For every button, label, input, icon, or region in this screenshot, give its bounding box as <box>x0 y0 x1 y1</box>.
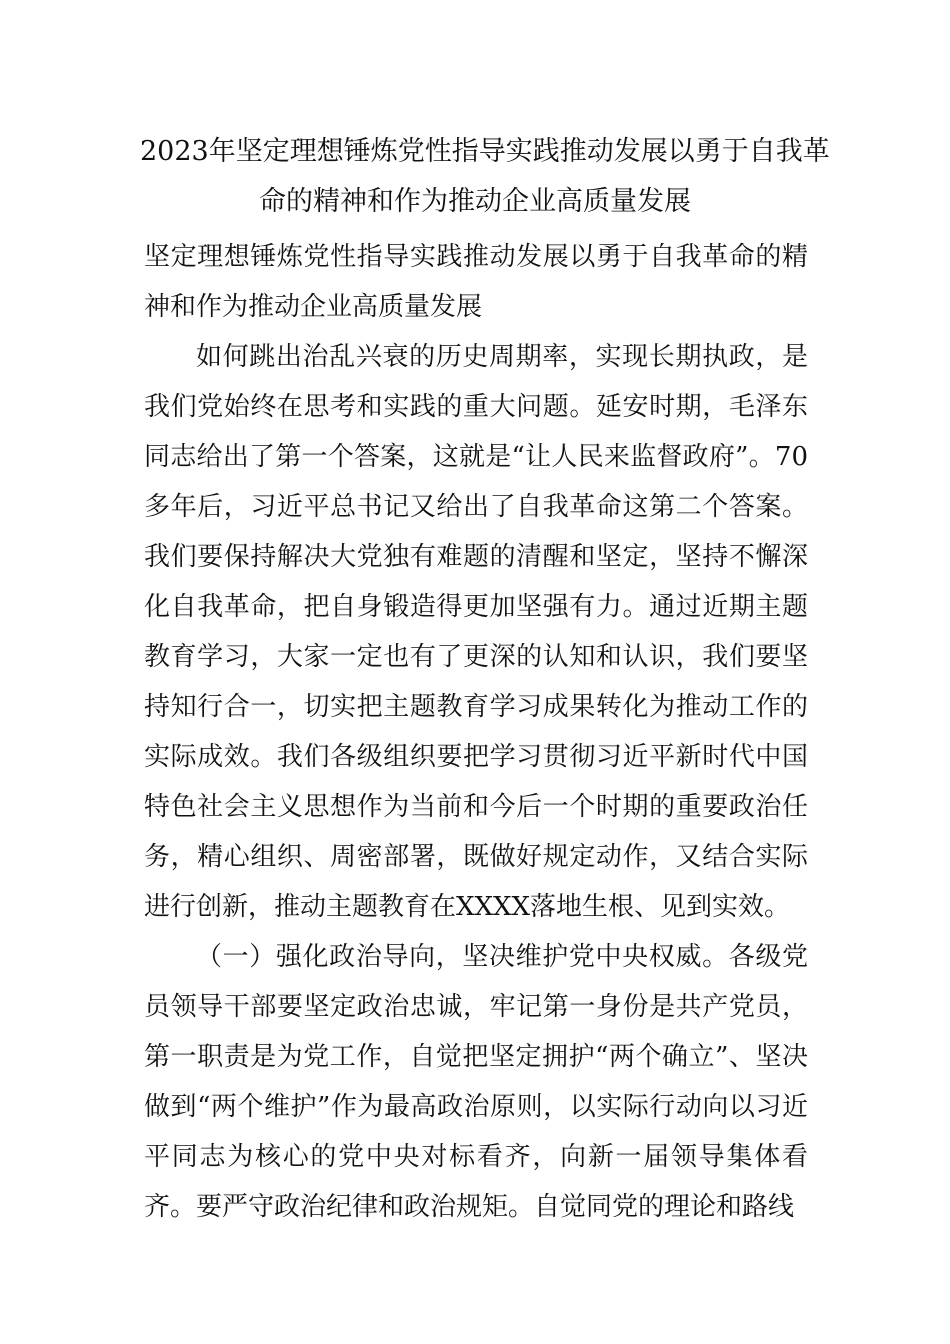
paragraph-1: 如何跳出治乱兴衰的历史周期率，实现长期执政，是我们党始终在思考和实践的重大问题。延安时期，毛泽东同志给出了第一个答案，这就是“让人民来监督政府”。70多年后，习近平总书记又给出了自我革命这第二个答案。我们要保持解决大党独有难题的清醒和坚定，坚持不懈深化自我革命，把自身锻造得更加坚强有力。通过近期主题教育学习，大家一定也有了更深的认知和认识，我们要坚持知行合一，切实把主题教育学习成果转化为推动工作的实际成效。我们各级组织要把学习贯彻习近平新时代中国特色社会主义思想作为当前和今后一个时期的重要政治任务，精心组织、周密部署，既做好规定动作，又结合实际进行创新，推动主题教育在XXXX落地生根、见到实效。 <box>144 342 808 922</box>
title-line-2: 命的精神和作为推动企业高质量发展 <box>259 186 691 217</box>
document-title <box>140 127 830 227</box>
title-line-1: 2023年坚定理想锤炼党性指导实践推动发展以勇于自我革 <box>140 136 830 167</box>
document-body <box>144 232 808 1232</box>
paragraph-2: （一）强化政治导向，坚决维护党中央权威。各级党员领导干部要坚定政治忠诚，牢记第一身份是共产党员，第一职责是为党工作，自觉把坚定拥护“两个确立”、坚决做到“两个维护”作为最高政治原则，以实际行动向以习近平同志为核心的党中央对标看齐，向新一届领导集体看齐。要严守政治纪律和政治规矩。自觉同党的理论和路线 <box>144 942 808 1222</box>
document-subtitle: 坚定理想锤炼党性指导实践推动发展以勇于自我革命的精神和作为推动企业高质量发展 <box>144 242 808 322</box>
